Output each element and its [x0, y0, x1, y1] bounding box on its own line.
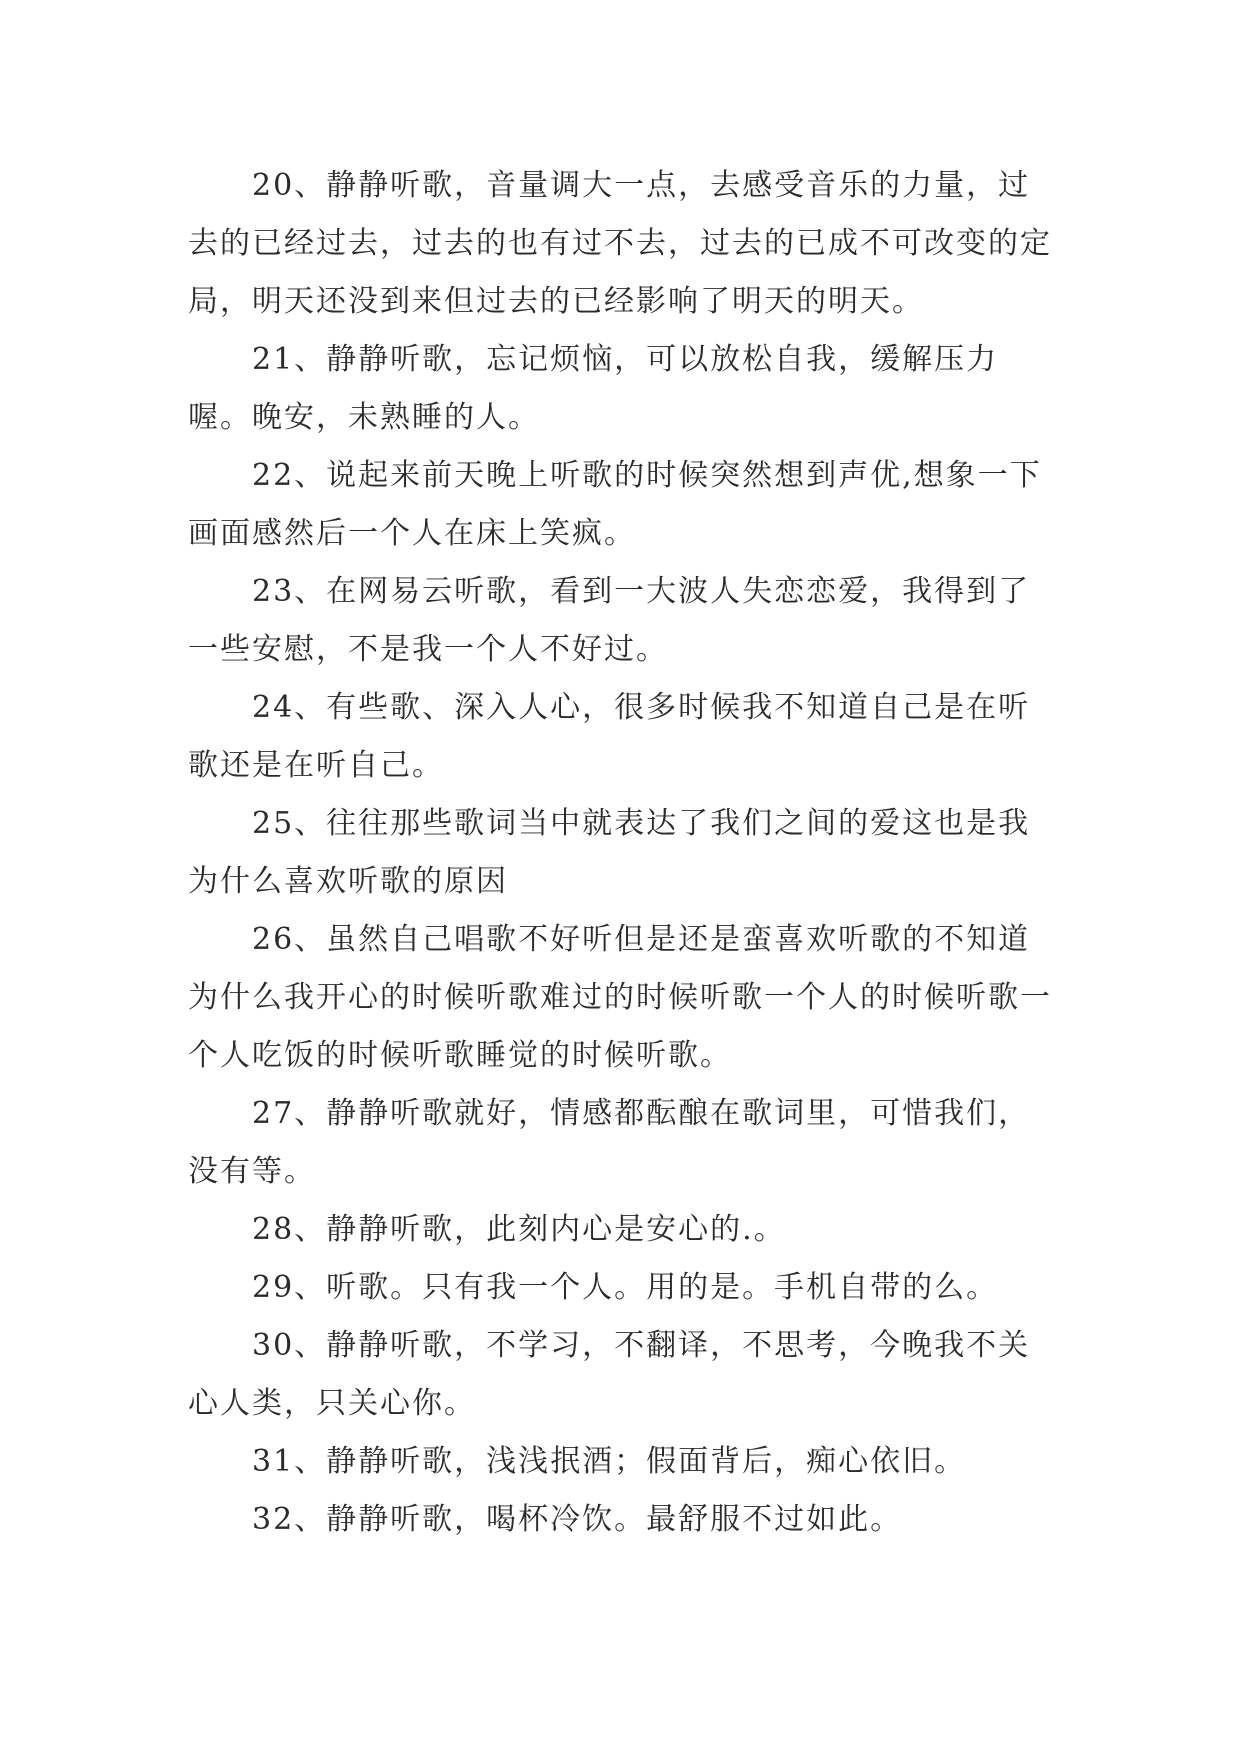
- paragraph-26: 26、虽然自己唱歌不好听但是还是蛮喜欢听歌的不知道为什么我开心的时候听歌难过的时候听歌一个人的时候听歌一个人吃饭的时候听歌睡觉的时候听歌。: [188, 922, 1052, 1073]
- paragraph-31: 31、静静听歌，浅浅抿酒；假面背后，痴心依旧。: [252, 1444, 967, 1479]
- paragraph-27: 27、静静听歌就好，情感都酝酿在歌词里，可惜我们，没有等。: [188, 1096, 1031, 1189]
- paragraph-21: 21、静静听歌，忘记烦恼，可以放松自我，缓解压力喔。晚安，未熟睡的人。: [188, 342, 999, 435]
- paragraph-20: 20、静静听歌，音量调大一点，去感受音乐的力量，过去的已经过去，过去的也有过不去，过去的已成不可改变的定局，明天还没到来但过去的已经影响了明天的明天。: [188, 168, 1052, 319]
- paragraph-32: 32、静静听歌，喝杯冷饮。最舒服不过如此。: [252, 1502, 903, 1537]
- paragraph-23: 23、在网易云听歌，看到一大波人失恋恋爱，我得到了一些安慰，不是我一个人不好过。: [188, 574, 1031, 667]
- paragraph-22: 22、说起来前天晚上听歌的时候突然想到声优,想象一下画面感然后一个人在床上笑疯。: [188, 458, 1042, 551]
- paragraph-25: 25、往往那些歌词当中就表达了我们之间的爱这也是我为什么喜欢听歌的原因: [188, 806, 1031, 899]
- paragraph-29: 29、听歌。只有我一个人。用的是。手机自带的么。: [252, 1270, 999, 1305]
- paragraph-30: 30、静静听歌，不学习，不翻译，不思考，今晚我不关心人类，只关心你。: [188, 1328, 1031, 1421]
- paragraph-24: 24、有些歌、深入人心，很多时候我不知道自己是在听歌还是在听自己。: [188, 690, 1031, 783]
- document-body: [188, 157, 1052, 1549]
- paragraph-28: 28、静静听歌，此刻内心是安心的.。: [252, 1212, 786, 1247]
